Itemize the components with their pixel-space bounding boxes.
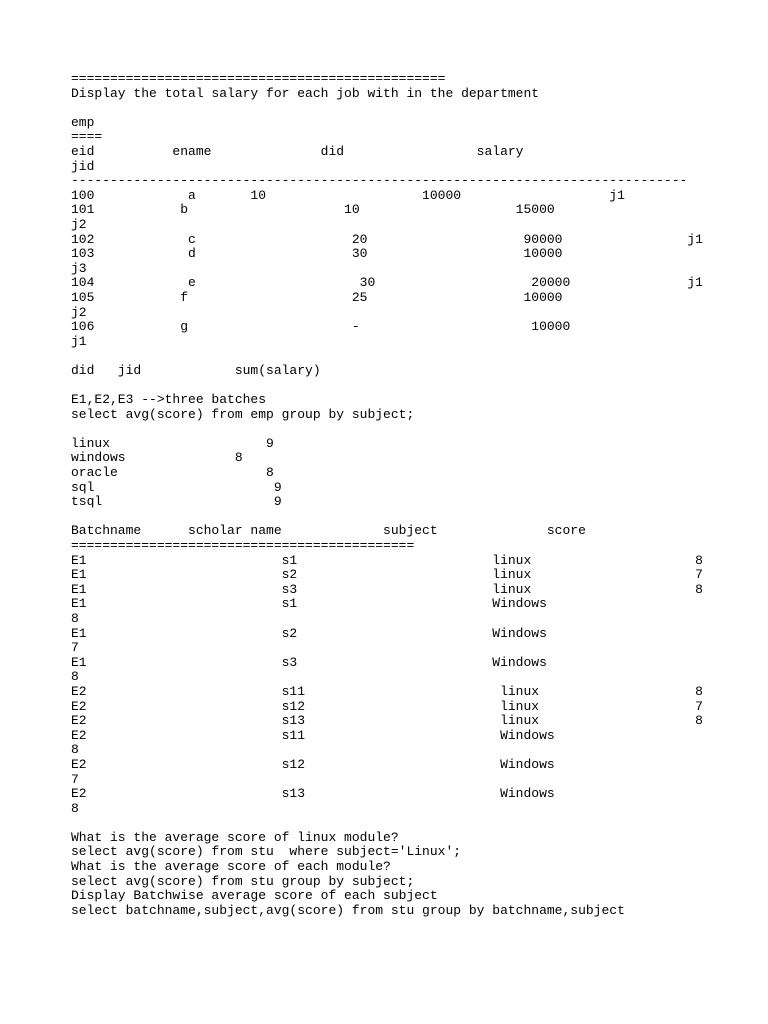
text-line: 101 b 10 15000	[71, 202, 555, 218]
text-line: E1 s3 linux 8	[71, 581, 703, 597]
text-line: 8	[71, 610, 79, 626]
text-line: select avg(score) from stu group by subject;	[71, 873, 415, 889]
text-line: Batchname scholar name subject score	[71, 523, 586, 539]
text-line: 100 a 10 10000 j1	[71, 187, 625, 203]
text-line: E1 s2 Windows	[71, 625, 547, 641]
text-line: E1 s1 Windows	[71, 596, 547, 612]
text-line	[71, 816, 731, 831]
text-line: windows 8	[71, 450, 243, 466]
text-line: 8	[71, 800, 79, 816]
text-line: What is the average score of linux module?	[71, 829, 399, 845]
text-line	[71, 378, 731, 393]
text-line: 102 c 20 90000 j1	[71, 231, 703, 247]
text-line: E2 s12 Windows	[71, 756, 555, 772]
text-line: emp	[71, 114, 95, 130]
text-line	[71, 349, 731, 364]
text-line: jid	[71, 158, 95, 174]
document-body	[71, 72, 731, 918]
text-line: linux 9	[71, 435, 274, 451]
text-line: select batchname,subject,avg(score) from stu group by batchname,subject	[71, 902, 625, 918]
text-line: 105 f 25 10000	[71, 289, 563, 305]
text-line: E1 s1 linux 8	[71, 552, 703, 568]
text-line: j2	[71, 304, 87, 320]
text-line: j1	[71, 333, 87, 349]
text-line: Display Batchwise average score of each subject	[71, 888, 438, 904]
text-line: E2 s13 linux 8	[71, 713, 703, 729]
text-line: ============================================	[71, 538, 415, 553]
text-line: 104 e 30 20000 j1	[71, 275, 703, 291]
text-line: ================================================	[71, 71, 446, 86]
text-line: 7	[71, 771, 79, 787]
text-line: j3	[71, 260, 87, 276]
text-line: oracle 8	[71, 465, 274, 481]
text-line: 7	[71, 640, 79, 656]
text-line: What is the average score of each module?	[71, 859, 391, 875]
text-line: E1,E2,E3 -->three batches	[71, 392, 267, 408]
text-line: 106 g - 10000	[71, 319, 571, 335]
text-line	[71, 422, 731, 437]
text-line: 103 d 30 10000	[71, 246, 563, 262]
text-line: E1 s2 linux 7	[71, 567, 703, 583]
text-line	[71, 101, 731, 116]
text-line: select avg(score) from stu where subject='Linux';	[71, 844, 462, 860]
text-line: select avg(score) from emp group by subject;	[71, 406, 415, 422]
text-line: 8	[71, 742, 79, 758]
text-line: E2 s13 Windows	[71, 786, 555, 802]
text-line: E2 s11 linux 8	[71, 683, 703, 699]
text-line: sql 9	[71, 479, 282, 495]
text-line: Display the total salary for each job with in the department	[71, 85, 540, 101]
text-line: tsql 9	[71, 494, 282, 510]
text-line	[71, 510, 731, 525]
text-line: ====	[71, 129, 103, 145]
text-line: E1 s3 Windows	[71, 654, 547, 670]
text-line: j2	[71, 216, 87, 232]
text-line: -------------------------------------------------------------------------------	[71, 173, 688, 189]
text-line: E2 s12 linux 7	[71, 698, 703, 714]
text-line: eid ename did salary	[71, 143, 524, 159]
text-line: E2 s11 Windows	[71, 727, 555, 743]
text-line: did jid sum(salary)	[71, 362, 321, 378]
text-line: 8	[71, 669, 79, 685]
